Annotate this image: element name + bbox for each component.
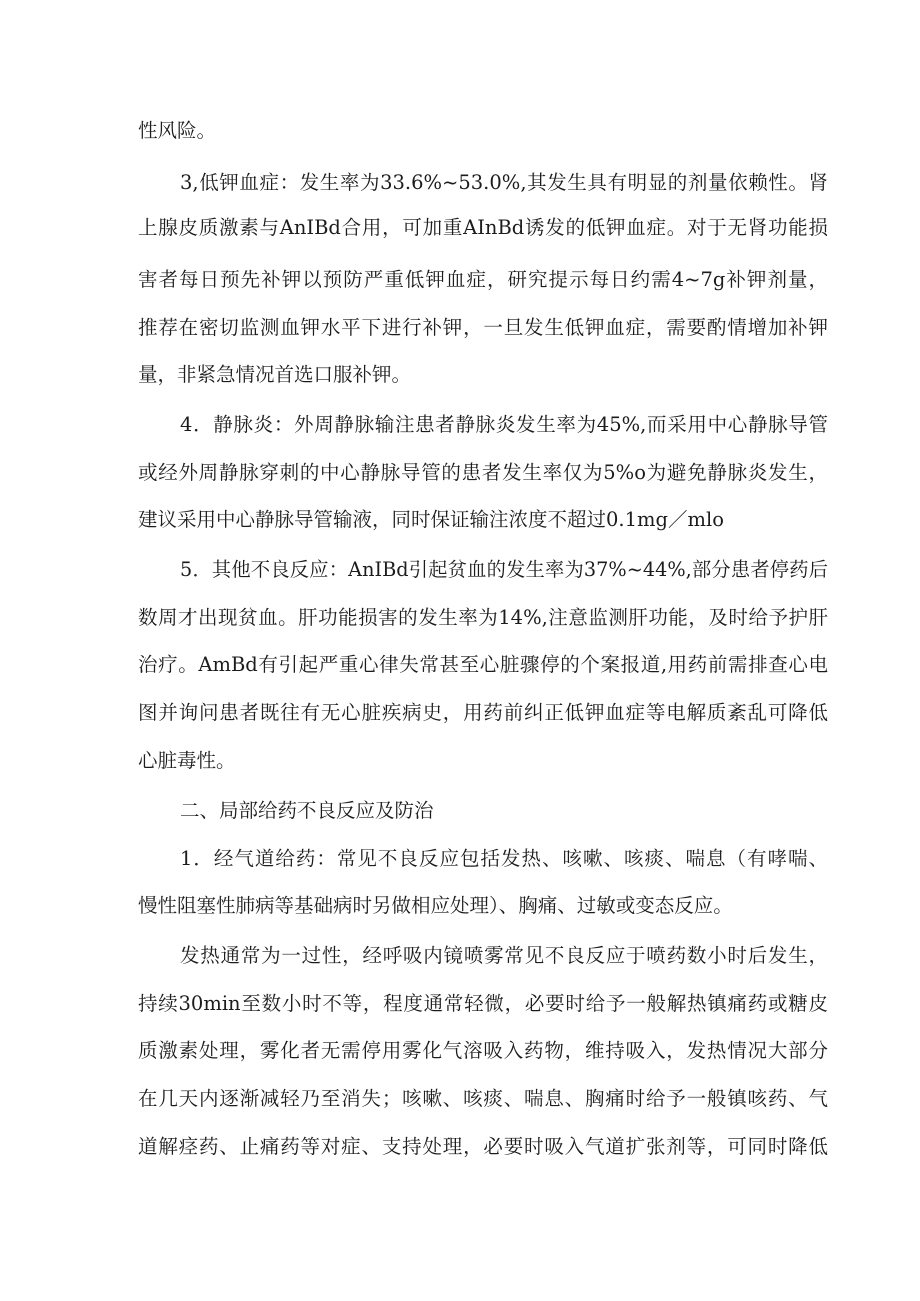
text-line: 在几天内逐渐减轻乃至消失；咳嗽、咳痰、喘息、胸痛时给予一般镇咳药、气 [138, 1087, 828, 1110]
text-line: 害者每日预先补钾以预防严重低钾血症，研究提示每日约需4~7g补钾剂量， [138, 268, 828, 291]
text-line: 3,低钾血症：发生率为33.6%~53.0%,其发生具有明显的剂量依赖性。肾 [180, 171, 828, 194]
text-line: 发热通常为一过性，经呼吸内镜喷雾常见不良反应于喷药数小时后发生， [180, 944, 828, 967]
text-line: 心脏毒性。 [138, 749, 236, 772]
text-line: 5．其他不良反应：AnIBd引起贫血的发生率为37%~44%,部分患者停药后 [180, 558, 828, 581]
text-line: 慢性阻塞性肺病等基础病时另做相应处理）、胸痛、过敏或变态反应。 [138, 894, 733, 917]
text-line: 持续30min至数小时不等，程度通常轻微，必要时给予一般解热镇痛药或糖皮 [138, 992, 828, 1015]
text-line: 推荐在密切监测血钾水平下进行补钾，一旦发生低钾血症，需要酌情增加补钾 [138, 316, 828, 339]
text-line: 4．静脉炎：外周静脉输注患者静脉炎发生率为45%,而采用中心静脉导管 [180, 413, 828, 436]
text-line: 道解痉药、止痛药等对症、支持处理，必要时吸入气道扩张剂等，可同时降低 [138, 1135, 828, 1158]
text-line: 建议采用中心静脉导管输液，同时保证输注浓度不超过0.1mg／mlo [138, 508, 724, 531]
section-heading: 二、局部给药不良反应及防治 [180, 799, 434, 822]
text-line: 量，非紧急情况首选口服补钾。 [138, 363, 412, 386]
text-line: 治疗。AmBd有引起严重心律失常甚至心脏骤停的个案报道,用药前需排查心电 [138, 653, 828, 676]
text-line: 或经外周静脉穿刺的中心静脉导管的患者发生率仅为5%o为避免静脉炎发生， [138, 461, 828, 484]
text-line: 上腺皮质激素与AnIBd合用，可加重AInBd诱发的低钾血症。对于无肾功能损 [138, 216, 828, 239]
text-line: 性风险。 [138, 119, 217, 142]
text-line: 1．经气道给药：常见不良反应包括发热、咳嗽、咳痰、喘息（有哮喘、 [180, 847, 828, 870]
text-line: 图并询问患者既往有无心脏疾病史，用药前纠正低钾血症等电解质紊乱可降低 [138, 701, 828, 724]
text-line: 质激素处理，雾化者无需停用雾化气溶吸入药物，维持吸入，发热情况大部分 [138, 1039, 828, 1062]
text-line: 数周才出现贫血。肝功能损害的发生率为14%,注意监测肝功能，及时给予护肝 [138, 606, 828, 629]
